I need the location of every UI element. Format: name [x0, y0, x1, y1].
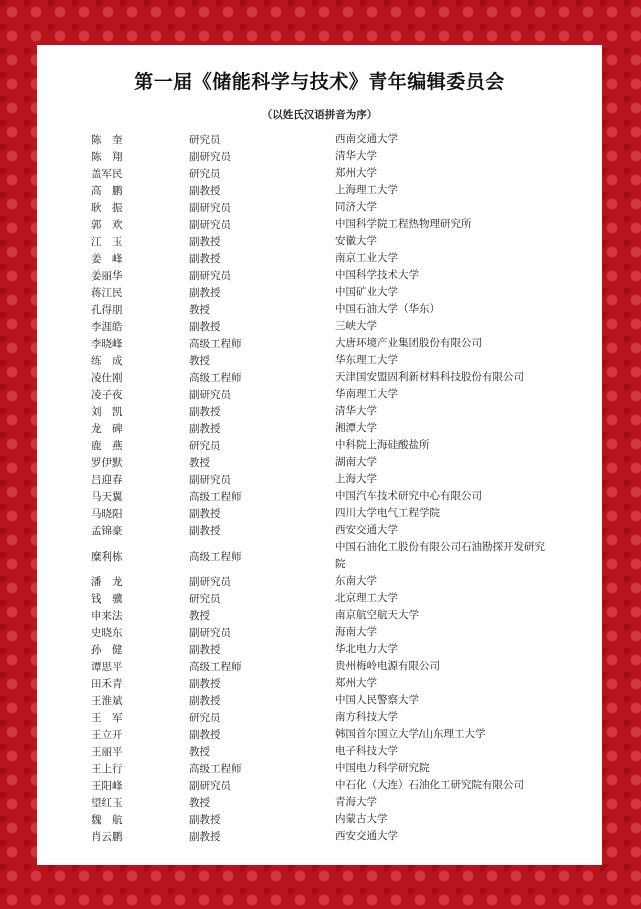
member-org: 中科院上海硅酸盐所 [335, 439, 430, 451]
member-org: 上海理工大学 [335, 184, 398, 196]
member-org: 贵州梅岭电源有限公司 [335, 660, 440, 672]
member-org: 北京理工大学 [335, 592, 398, 604]
member-rank: 教授 [189, 355, 210, 367]
member-row [37, 386, 602, 403]
member-rank: 研究员 [189, 168, 221, 180]
member-row [37, 403, 602, 420]
member-row [37, 267, 602, 284]
member-row [37, 437, 602, 454]
member-org: 华北电力大学 [335, 643, 398, 655]
member-name: 郭 欢 [91, 219, 123, 231]
member-org: 韩国首尔国立大学/山东理工大学 [335, 728, 486, 740]
member-name: 糜利栋 [91, 550, 123, 563]
document-title: 第一届《储能科学与技术》青年编辑委员会 [134, 71, 505, 93]
member-name: 高 鹏 [91, 185, 123, 197]
member-row [37, 233, 602, 250]
member-org: 东南大学 [335, 575, 377, 587]
member-name: 鹿 燕 [91, 440, 123, 452]
member-row [37, 369, 602, 386]
member-org: 上海大学 [335, 473, 377, 485]
member-org: 郑州大学 [335, 167, 377, 179]
member-name: 望红玉 [91, 797, 123, 809]
member-name: 王淮斌 [91, 695, 123, 707]
member-org: 中国科学院工程热物理研究所 [335, 218, 472, 230]
member-rank: 副研究员 [189, 202, 231, 214]
member-list [37, 131, 602, 845]
member-org: 电子科技大学 [335, 745, 398, 757]
member-org: 中国石油大学（华东） [335, 303, 440, 315]
member-org: 中石化（大连）石油化工研究院有限公司 [335, 779, 524, 791]
document-sheet [37, 45, 602, 865]
member-org: 内蒙古大学 [335, 813, 388, 825]
member-row [37, 199, 602, 216]
member-row [37, 131, 602, 148]
member-rank: 副研究员 [189, 151, 231, 163]
member-row [37, 624, 602, 641]
member-rank: 高级工程师 [189, 372, 242, 384]
member-org: 三峡大学 [335, 320, 377, 332]
member-row [37, 301, 602, 318]
member-org: 海南大学 [335, 626, 377, 638]
member-org: 郑州大学 [335, 677, 377, 689]
member-row [37, 420, 602, 437]
member-row [37, 488, 602, 505]
member-name: 王丽平 [91, 746, 123, 758]
member-row [37, 352, 602, 369]
member-rank: 副教授 [189, 644, 221, 656]
member-rank: 教授 [189, 304, 210, 316]
member-org: 西安交通大学 [335, 524, 398, 536]
member-rank: 副研究员 [189, 474, 231, 486]
member-row [37, 318, 602, 335]
member-rank: 研究员 [189, 440, 221, 452]
member-name: 盖军民 [91, 168, 123, 180]
member-org: 南京工业大学 [335, 252, 398, 264]
member-name: 吕迎春 [91, 474, 123, 486]
member-name: 肖云鹏 [91, 831, 123, 843]
member-rank: 副研究员 [189, 627, 231, 639]
member-org: 中国汽车技术研究中心有限公司 [335, 490, 482, 502]
member-name: 陈 翔 [91, 151, 123, 163]
member-row [37, 216, 602, 233]
member-name: 钱 骥 [91, 593, 123, 605]
member-row [37, 828, 602, 845]
member-name: 耿 振 [91, 202, 123, 214]
member-row [37, 573, 602, 590]
member-row [37, 760, 602, 777]
member-row [37, 250, 602, 267]
member-row [37, 607, 602, 624]
sort-note: （以姓氏汉语拼音为序） [261, 109, 378, 121]
member-name: 孟锦豪 [91, 525, 123, 537]
member-row [37, 539, 602, 573]
member-rank: 副教授 [189, 287, 221, 299]
member-row [37, 182, 602, 199]
member-row [37, 658, 602, 675]
member-row [37, 641, 602, 658]
member-name: 魏 航 [91, 814, 123, 826]
member-name: 刘 凯 [91, 406, 123, 418]
member-org: 大唐环境产业集团股份有限公司 [335, 337, 482, 349]
member-org: 四川大学电气工程学院 [335, 507, 440, 519]
member-name: 潘 龙 [91, 576, 123, 588]
member-rank: 教授 [189, 457, 210, 469]
member-name: 蒋江民 [91, 287, 123, 299]
member-rank: 副研究员 [189, 389, 231, 401]
member-rank: 教授 [189, 746, 210, 758]
member-rank: 高级工程师 [189, 550, 242, 563]
member-org: 清华大学 [335, 405, 377, 417]
member-name: 凌子夜 [91, 389, 123, 401]
member-name: 陈 奎 [91, 134, 123, 146]
member-rank: 研究员 [189, 712, 221, 724]
member-row [37, 675, 602, 692]
member-org: 同济大学 [335, 201, 377, 213]
member-org: 中国人民警察大学 [335, 694, 419, 706]
member-rank: 高级工程师 [189, 661, 242, 673]
member-rank: 高级工程师 [189, 763, 242, 775]
member-row [37, 709, 602, 726]
member-rank: 教授 [189, 610, 210, 622]
member-name: 王 军 [91, 712, 123, 724]
member-rank: 高级工程师 [189, 491, 242, 503]
member-row [37, 284, 602, 301]
member-rank: 副教授 [189, 831, 221, 843]
member-org: 湘潭大学 [335, 422, 377, 434]
member-row [37, 505, 602, 522]
member-org: 中国石油化工股份有限公司石油勘探开发研究院 [335, 541, 545, 570]
member-name: 江 玉 [91, 236, 123, 248]
member-org: 中国科学技术大学 [335, 269, 419, 281]
member-rank: 研究员 [189, 593, 221, 605]
member-rank: 研究员 [189, 134, 221, 146]
member-org: 西南交通大学 [335, 133, 398, 145]
member-row [37, 794, 602, 811]
member-row [37, 335, 602, 352]
member-org: 湖南大学 [335, 456, 377, 468]
member-name: 王阳峰 [91, 780, 123, 792]
member-name: 马晓阳 [91, 508, 123, 520]
member-row [37, 743, 602, 760]
member-org: 中国矿业大学 [335, 286, 398, 298]
member-rank: 副教授 [189, 729, 221, 741]
member-org: 南方科技大学 [335, 711, 398, 723]
member-name: 姜 峰 [91, 253, 123, 265]
member-org: 华南理工大学 [335, 388, 398, 400]
member-row [37, 590, 602, 607]
member-row [37, 165, 602, 182]
member-rank: 副教授 [189, 525, 221, 537]
member-org: 西安交通大学 [335, 830, 398, 842]
member-org: 安徽大学 [335, 235, 377, 247]
member-rank: 副教授 [189, 253, 221, 265]
member-row [37, 726, 602, 743]
member-name: 孔得朋 [91, 304, 123, 316]
member-row [37, 471, 602, 488]
member-rank: 副教授 [189, 185, 221, 197]
member-rank: 教授 [189, 797, 210, 809]
member-name: 田禾青 [91, 678, 123, 690]
member-row [37, 777, 602, 794]
member-rank: 高级工程师 [189, 338, 242, 350]
member-name: 姜丽华 [91, 270, 123, 282]
member-rank: 副教授 [189, 406, 221, 418]
member-rank: 副教授 [189, 321, 221, 333]
member-rank: 副研究员 [189, 270, 231, 282]
member-org: 清华大学 [335, 150, 377, 162]
member-name: 马天翼 [91, 491, 123, 503]
member-rank: 副研究员 [189, 219, 231, 231]
member-name: 王立开 [91, 729, 123, 741]
member-name: 凌仕刚 [91, 372, 123, 384]
member-row [37, 454, 602, 471]
member-name: 练 成 [91, 355, 123, 367]
member-rank: 副研究员 [189, 576, 231, 588]
member-name: 王上行 [91, 763, 123, 775]
member-name: 罗伊默 [91, 457, 123, 469]
member-org: 中国电力科学研究院 [335, 762, 430, 774]
member-name: 史晓东 [91, 627, 123, 639]
member-org: 南京航空航天大学 [335, 609, 419, 621]
member-name: 李涯皓 [91, 321, 123, 333]
member-row [37, 148, 602, 165]
member-rank: 副教授 [189, 423, 221, 435]
member-org: 华东理工大学 [335, 354, 398, 366]
member-row [37, 692, 602, 709]
member-name: 谭思平 [91, 661, 123, 673]
member-name: 申来法 [91, 610, 123, 622]
member-name: 李晓峰 [91, 338, 123, 350]
member-org: 天津国安盟固利新材料科技股份有限公司 [335, 371, 524, 383]
member-rank: 副教授 [189, 695, 221, 707]
member-name: 龙 碑 [91, 423, 123, 435]
member-rank: 副教授 [189, 508, 221, 520]
member-name: 孙 健 [91, 644, 123, 656]
member-row [37, 811, 602, 828]
member-rank: 副教授 [189, 236, 221, 248]
member-rank: 副教授 [189, 678, 221, 690]
member-rank: 副教授 [189, 814, 221, 826]
member-row [37, 522, 602, 539]
member-rank: 副研究员 [189, 780, 231, 792]
member-org: 青海大学 [335, 796, 377, 808]
